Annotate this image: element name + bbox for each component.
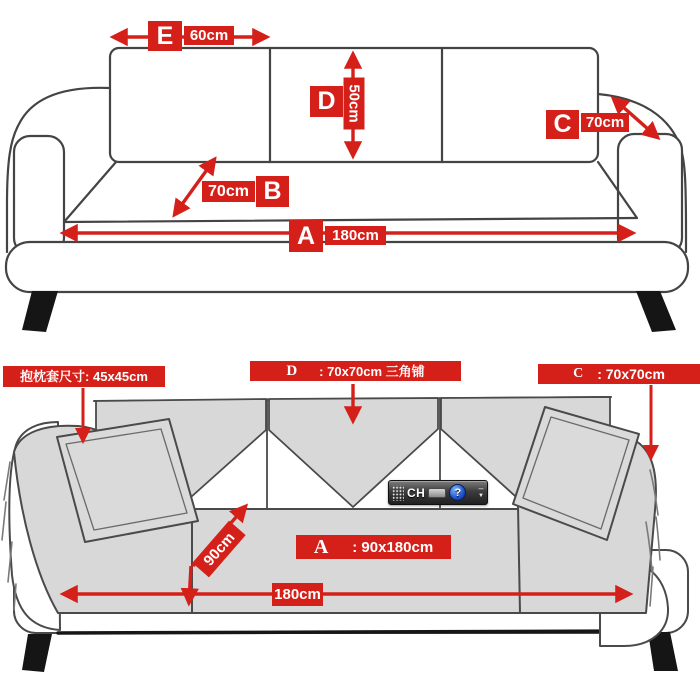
label-a-cover-value: : 90x180cm [352,538,434,556]
label-c-cover [538,364,700,384]
collapse-button[interactable]: ▼ [478,492,484,499]
label-pillow-size: 抱枕套尺寸: 45x45cm [3,366,165,387]
label-a: A [289,220,323,252]
window-controls [478,483,484,499]
label-a-cover [296,535,451,559]
sofa-leg [636,291,676,332]
label-e: E [148,21,182,51]
label-c-value: 70cm [581,113,629,132]
sofa-leg [22,634,52,672]
minimize-button[interactable]: – [478,483,484,494]
help-button[interactable]: ? [449,484,466,501]
label-a-cover-letter: A [313,536,329,558]
label-width-180cm: 180cm [272,583,323,606]
label-d-cover-letter: D [286,362,298,379]
drag-handle-icon[interactable] [392,485,404,501]
label-d-value: 50cm [344,78,365,130]
label-d: D [310,86,343,117]
label-d-cover-value: : 70x70cm 三角铺 [319,363,425,379]
label-c-cover-letter: C [573,366,584,381]
front-rail [6,242,688,292]
label-c-cover-value: : 70x70cm [597,366,665,382]
label-b-value: 70cm [202,181,255,202]
channel-label: CH [407,485,426,500]
arrow-depth-90cm-down [189,566,191,602]
right-armrest-pad [618,134,682,254]
label-b: B [256,176,289,207]
seat-edges [64,162,637,222]
keypad-icon[interactable] [428,488,446,498]
bottom-sofa-drawing [2,396,688,672]
left-armrest-pad [14,136,64,254]
sofa-leg [22,291,58,332]
label-depth-90cm: 90cm [192,521,245,578]
label-c: C [546,110,579,139]
label-e-value: 60cm [184,26,234,45]
base-bottom-line [58,631,648,633]
label-d-cover [250,361,461,381]
label-a-value: 180cm [325,226,386,245]
screen-widget-toolbar[interactable] [388,480,488,505]
